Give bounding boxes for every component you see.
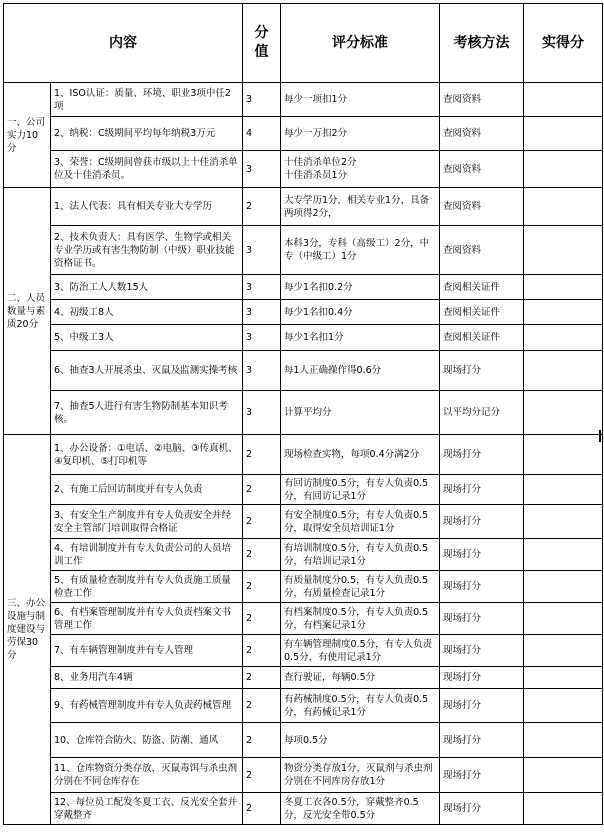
table-row: [4, 83, 603, 117]
score-cell: 2: [243, 723, 281, 758]
actual-score-cell[interactable]: [524, 539, 603, 571]
score-cell: 2: [243, 571, 281, 603]
score-cell: 4: [243, 117, 281, 151]
table-row: [4, 635, 603, 667]
criteria-cell: 现场检查实物，每项0.4分满2分: [281, 435, 440, 475]
table-row: [4, 391, 603, 435]
method-cell: 查阅资料: [440, 151, 524, 188]
method-cell: 现场打分: [440, 603, 524, 635]
criteria-cell: 有药械制度0.5分，有专人负责0.5分，有药械记录1分: [281, 689, 440, 723]
method-cell: 现场打分: [440, 758, 524, 793]
score-cell: 3: [243, 325, 281, 351]
item-cell: 10、仓库符合防火、防盗、防潮、通风: [51, 723, 243, 758]
score-cell: 2: [243, 758, 281, 793]
method-cell: 现场打分: [440, 351, 524, 391]
method-cell: 现场打分: [440, 793, 524, 825]
table-row: [4, 505, 603, 539]
criteria-cell: 有质量制度分0.5，有专人负责0.5分，有质量检查记录1分: [281, 571, 440, 603]
score-cell: 2: [243, 539, 281, 571]
item-cell: 4、初级工8人: [51, 300, 243, 325]
actual-score-cell[interactable]: [524, 475, 603, 505]
actual-score-cell[interactable]: [524, 505, 603, 539]
actual-score-cell[interactable]: [524, 351, 603, 391]
item-cell: 7、有车辆管理制度并有专人管理: [51, 635, 243, 667]
actual-score-cell[interactable]: [524, 325, 603, 351]
criteria-cell: 有培训制度0.5分，有专人负责0.5分，有培训记录1分: [281, 539, 440, 571]
actual-score-cell[interactable]: [524, 603, 603, 635]
method-cell: 以平均分记分: [440, 391, 524, 435]
item-cell: 3、有安全生产制度并有专人负责安全并经安全主管部门培训取得合格证: [51, 505, 243, 539]
header-method: 考核方法: [440, 4, 524, 83]
score-cell: 3: [243, 226, 281, 275]
score-cell: 3: [243, 351, 281, 391]
scoring-table: [3, 3, 603, 825]
header-criteria: 评分标准: [281, 4, 440, 83]
score-cell: 2: [243, 435, 281, 475]
actual-score-cell[interactable]: [524, 635, 603, 667]
method-cell: 现场打分: [440, 667, 524, 689]
score-cell: 2: [243, 475, 281, 505]
actual-score-cell[interactable]: [524, 188, 603, 226]
item-cell: 1、法人代表：具有相关专业大专学历: [51, 188, 243, 226]
table-row: [4, 300, 603, 325]
criteria-cell: 每少1名扣0.4分: [281, 300, 440, 325]
score-cell: 3: [243, 391, 281, 435]
actual-score-cell[interactable]: [524, 793, 603, 825]
criteria-cell: 大专学历1分，相关专业1分，具备两项得2分，: [281, 188, 440, 226]
method-cell: 现场打分: [440, 539, 524, 571]
criteria-cell: 查行驶证，每辆0.5分: [281, 667, 440, 689]
table-row: [4, 188, 603, 226]
actual-score-cell[interactable]: [524, 435, 603, 475]
criteria-cell: 每项0.5分: [281, 723, 440, 758]
item-cell: 1、ISO认证：质量、环境、职业3项中任2项: [51, 83, 243, 117]
method-cell: 查阅资料: [440, 117, 524, 151]
item-cell: 4、有培训制度并有专人负责公司的人员培训工作: [51, 539, 243, 571]
method-cell: 查阅相关证件: [440, 300, 524, 325]
item-cell: 11、仓库物资分类存放，灭鼠毒饵与杀虫剂分别在不同仓库存在: [51, 758, 243, 793]
table-row: [4, 539, 603, 571]
score-cell: 2: [243, 188, 281, 226]
score-cell: 3: [243, 300, 281, 325]
method-cell: 查阅相关证件: [440, 325, 524, 351]
item-cell: 12、每位员工配发冬夏工衣、反光安全套并穿戴整齐: [51, 793, 243, 825]
score-cell: 2: [243, 793, 281, 825]
header-row: [4, 4, 603, 83]
criteria-cell: 有车辆管理制度0.5分，有专人负责0.5分，有使用记录1分: [281, 635, 440, 667]
score-cell: 2: [243, 667, 281, 689]
actual-score-cell[interactable]: [524, 151, 603, 188]
header-actual: 实得分: [524, 4, 603, 83]
method-cell: 查阅资料: [440, 83, 524, 117]
header-content: 内容: [4, 4, 243, 83]
table-row: [4, 793, 603, 825]
criteria-cell: 物资分类存放1分，灭鼠剂与杀虫剂分别在不同库房存放1分: [281, 758, 440, 793]
item-cell: 6、有档案管理制度并有专人负责档案文书管理工作: [51, 603, 243, 635]
actual-score-cell[interactable]: [524, 300, 603, 325]
item-cell: 9、有药械管理制度并有专人负责药械管理: [51, 689, 243, 723]
category-cell: 二、人员数量与素质20分: [4, 188, 51, 435]
score-cell: 3: [243, 83, 281, 117]
table-row: [4, 603, 603, 635]
actual-score-cell[interactable]: [524, 689, 603, 723]
criteria-cell: 冬夏工衣各0.5分，穿戴整齐0.5分，反光安全带0.5分: [281, 793, 440, 825]
item-cell: 2、纳税：C级期间平均每年纳税3万元: [51, 117, 243, 151]
table-row: [4, 758, 603, 793]
criteria-cell: 每少1名扣1分: [281, 325, 440, 351]
criteria-cell: 有档案制度0.5分，有专人负责0.5分，有档案记录1分: [281, 603, 440, 635]
criteria-cell: 计算平均分: [281, 391, 440, 435]
score-cell: 2: [243, 505, 281, 539]
category-cell: 三、办公设施与制度建设与劳保30分: [4, 435, 51, 825]
table-row: [4, 571, 603, 603]
actual-score-cell[interactable]: [524, 723, 603, 758]
method-cell: 查阅相关证件: [440, 275, 524, 300]
actual-score-cell[interactable]: [524, 571, 603, 603]
item-cell: 6、抽查3人开展杀虫、灭鼠及监测实操考核: [51, 351, 243, 391]
item-cell: 3、防治工人人数15人: [51, 275, 243, 300]
method-cell: 现场打分: [440, 571, 524, 603]
table-row: [4, 723, 603, 758]
score-cell: 2: [243, 635, 281, 667]
actual-score-cell[interactable]: [524, 667, 603, 689]
item-cell: 2、有施工后回访制度并有专人负责: [51, 475, 243, 505]
item-cell: 1、办公设备：①电话、②电脑、③传真机、④复印机、⑤打印机等: [51, 435, 243, 475]
actual-score-cell[interactable]: [524, 391, 603, 435]
item-cell: 3、荣誉：C级期间曾获市级以上十佳消杀单位及十佳消杀员。: [51, 151, 243, 188]
table-row: [4, 689, 603, 723]
criteria-cell: 十佳消杀单位2分 十佳消杀员1分: [281, 151, 440, 188]
method-cell: 现场打分: [440, 435, 524, 475]
category-cell: 一、公司实力10分: [4, 83, 51, 188]
table-row: [4, 435, 603, 475]
method-cell: 现场打分: [440, 689, 524, 723]
score-cell: 2: [243, 603, 281, 635]
method-cell: 现场打分: [440, 475, 524, 505]
score-cell: 2: [243, 689, 281, 723]
criteria-cell: 本科3分，专科（高级工）2分，中专（中级工）1分: [281, 226, 440, 275]
table-row: [4, 351, 603, 391]
item-cell: 8、业务用汽车4辆: [51, 667, 243, 689]
actual-score-cell[interactable]: [524, 117, 603, 151]
item-cell: 7、抽查5人进行有害生物防制基本知识考核。: [51, 391, 243, 435]
method-cell: 现场打分: [440, 505, 524, 539]
criteria-cell: 每1人正确操作得0.6分: [281, 351, 440, 391]
actual-score-cell[interactable]: [524, 758, 603, 793]
criteria-cell: 每少一万扣2分: [281, 117, 440, 151]
item-cell: 2、技术负责人：具有医学、生物学或相关专业学历或有害生物防制（中级）职业技能资格证书。: [51, 226, 243, 275]
table-row: [4, 117, 603, 151]
table-row: [4, 151, 603, 188]
method-cell: 现场打分: [440, 635, 524, 667]
actual-score-cell[interactable]: [524, 275, 603, 300]
method-cell: 查阅资料: [440, 226, 524, 275]
method-cell: 现场打分: [440, 723, 524, 758]
table-row: [4, 475, 603, 505]
table-row: [4, 667, 603, 689]
criteria-cell: 每少1名扣0.2分: [281, 275, 440, 300]
score-cell: 3: [243, 151, 281, 188]
header-score: 分 值: [243, 4, 281, 83]
criteria-cell: 每少一项扣1分: [281, 83, 440, 117]
table-row: [4, 325, 603, 351]
actual-score-cell[interactable]: [524, 226, 603, 275]
method-cell: 查阅资料: [440, 188, 524, 226]
text-cursor: [599, 430, 601, 442]
criteria-cell: 有回访制度0.5分，有专人负责0.5分，有回访记录1分: [281, 475, 440, 505]
table-row: [4, 275, 603, 300]
criteria-cell: 有安全制度0.5分，有专人负责0.5分，取得安全员培训证1分: [281, 505, 440, 539]
item-cell: 5、有质量检查制度并有专人负责施工质量检查工作: [51, 571, 243, 603]
table-row: [4, 226, 603, 275]
item-cell: 5、中级工3人: [51, 325, 243, 351]
actual-score-cell[interactable]: [524, 83, 603, 117]
score-cell: 3: [243, 275, 281, 300]
